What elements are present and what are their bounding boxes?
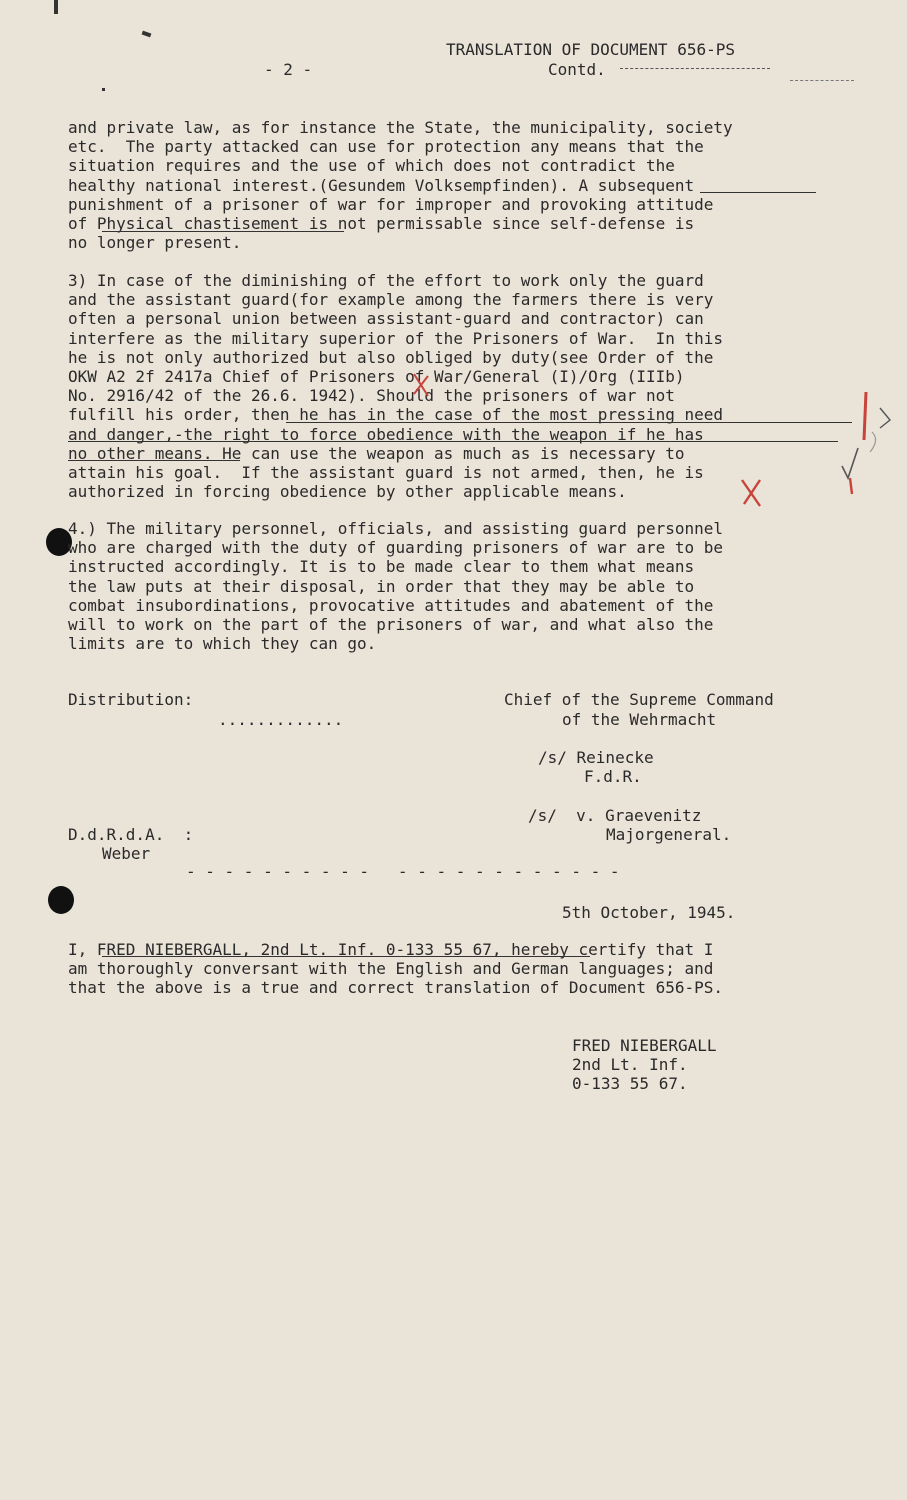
- text-line: will to work on the part of the prisoners of war, and what also the: [68, 614, 714, 634]
- punch-hole: [48, 886, 74, 914]
- date: 5th October, 1945.: [562, 903, 736, 922]
- distribution-label: Distribution:: [68, 690, 194, 709]
- chief-line-1: Chief of the Supreme Command: [504, 690, 774, 709]
- text-line: 3) In case of the diminishing of the effort to work only the guard: [68, 271, 704, 290]
- text-line: he is not only authorized but also obliged by duty(see Order of the: [68, 347, 714, 367]
- text-line: and private law, as for instance the State, the municipality, society: [68, 118, 733, 137]
- text-line: fulfill his order, then he has in the case of the most pressing need: [68, 405, 724, 425]
- paragraph-4: [68, 519, 868, 653]
- translator-name: FRED NIEBERGALL: [572, 1036, 717, 1055]
- text-line: combat insubordinations, provocative attitudes and abatement of the: [68, 595, 714, 615]
- text-line: I, FRED NIEBERGALL, 2nd Lt. Inf. 0-133 55 67, hereby certify that I: [68, 940, 714, 959]
- text-line: healthy national interest.(Gesundem Volksempfinden). A subsequent: [68, 175, 695, 195]
- translator-rank: 2nd Lt. Inf.: [572, 1055, 688, 1074]
- red-pencil-annotations: [0, 0, 907, 560]
- distribution-dots: .............: [218, 710, 344, 729]
- text-line: instructed accordingly. It is to be made clear to them what means: [68, 557, 695, 577]
- page-number: - 2 -: [264, 60, 313, 79]
- text-line: interfere as the military superior of the Prisoners of War. In this: [68, 328, 724, 348]
- text-line: am thoroughly conversant with the English and German languages; and: [68, 959, 714, 979]
- text-line: of Physical chastisement is not permissable since self-defense is: [68, 213, 695, 233]
- underline-translator-name: [102, 956, 590, 957]
- text-line: limits are to which they can go.: [68, 634, 377, 654]
- text-line: authorized in forcing obedience by other applicable means.: [68, 482, 627, 502]
- text-line: and the assistant guard(for example among the farmers there is very: [68, 290, 714, 310]
- text-line: situation requires and the use of which does not contradict the: [68, 156, 675, 176]
- continued-label: Contd.: [548, 60, 606, 79]
- certification: [68, 940, 868, 998]
- text-line: who are charged with the duty of guarding prisoners of war are to be: [68, 538, 724, 558]
- text-line: OKW A2 2f 2417a Chief of Prisoners of War/General (I)/Org (IIIb): [68, 366, 685, 386]
- text-line: the law puts at their disposal, in order that they may be able to: [68, 576, 695, 596]
- text-line: No. 2916/42 of the 26.6. 1942). Should the prisoners of war not: [68, 386, 675, 406]
- translator-serial: 0-133 55 67.: [572, 1074, 688, 1093]
- document-title: TRANSLATION OF DOCUMENT 656-PS: [446, 40, 735, 59]
- signature-2-name: /s/ v. Graevenitz: [528, 806, 702, 825]
- weber-label: Weber: [102, 844, 151, 863]
- text-line: etc. The party attacked can use for protection any means that the: [68, 137, 704, 157]
- ddrda-label: D.d.R.d.A. :: [68, 825, 194, 844]
- signature-1-title: F.d.R.: [584, 767, 642, 786]
- separator-line: - - - - - - - - - - - - - - - - - - - - - -: [186, 862, 620, 881]
- text-line: 4.) The military personnel, officials, and assisting guard personnel: [68, 519, 724, 538]
- text-line: no longer present.: [68, 233, 242, 253]
- text-line: punishment of a prisoner of war for improper and provoking attitude: [68, 194, 714, 214]
- text-line: often a personal union between assistant-guard and contractor) can: [68, 309, 704, 329]
- text-line: no other means. He can use the weapon as much as is necessary to: [68, 443, 685, 463]
- signature-2-title: Majorgeneral.: [606, 825, 732, 844]
- chief-line-2: of the Wehrmacht: [562, 710, 717, 729]
- signature-1-name: /s/ Reinecke: [538, 748, 654, 767]
- text-line: attain his goal. If the assistant guard is not armed, then, he is: [68, 462, 704, 482]
- text-line: and danger,-the right to force obedience with the weapon if he has: [68, 424, 704, 444]
- text-line: that the above is a true and correct translation of Document 656-PS.: [68, 978, 724, 998]
